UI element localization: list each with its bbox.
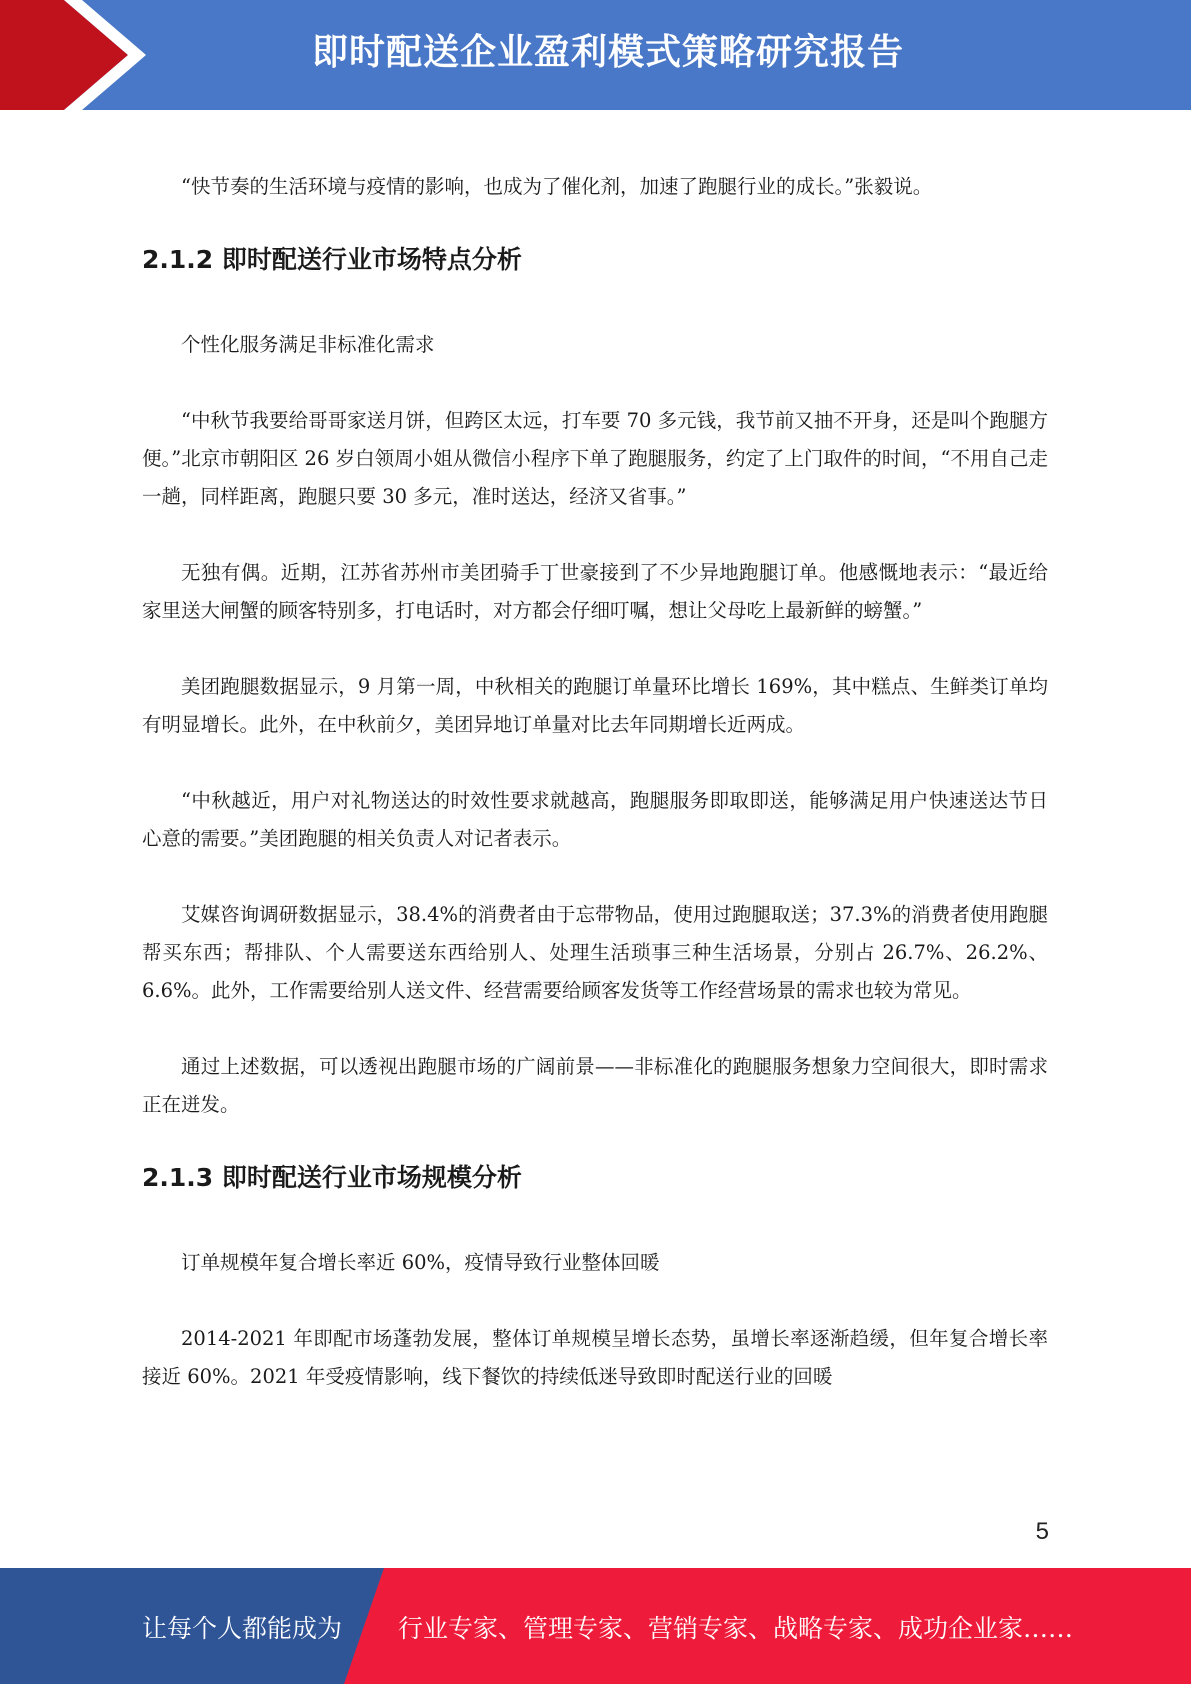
document-title: 即时配送企业盈利模式策略研究报告 (311, 32, 904, 73)
section-heading-2-1-2: 2.1.2 即时配送行业市场特点分析 (142, 245, 522, 274)
paragraph: “快节奏的生活环境与疫情的影响，也成为了催化剂，加速了跑腿行业的成长。”张毅说。 (181, 175, 933, 198)
page-number: 5 (1035, 1518, 1049, 1545)
paragraph: 订单规模年复合增长率近 60%，疫情导致行业整体回暖 (181, 1251, 660, 1274)
section-heading-2-1-3: 2.1.3 即时配送行业市场规模分析 (142, 1163, 522, 1192)
paragraph: 通过上述数据，可以透视出跑腿市场的广阔前景——非标准化的跑腿服务想象力空间很大，即时需求正在迸发。 (142, 1055, 1048, 1116)
paragraph: “中秋越近，用户对礼物送达的时效性要求就越高，跑腿服务即取即送，能够满足用户快速送达节日心意的需要。”美团跑腿的相关负责人对记者表示。 (142, 789, 1048, 850)
footer-slogan-right: 行业专家、管理专家、营销专家、战略专家、成功企业家…… (398, 1614, 1074, 1643)
paragraph: 个性化服务满足非标准化需求 (181, 333, 435, 356)
paragraph: 艾媒咨询调研数据显示，38.4%的消费者由于忘带物品，使用过跑腿取送；37.3%的消费者使用跑腿帮买东西；帮排队、个人需要送东西给别人、处理生活琐事三种生活场景，分别占 26.7%、26.2%、6.6%。此外，工作需要给别人送文件、经营需要给顾客发货等工作经营场景的需求也较为常见。 (142, 903, 1048, 1002)
paragraph: 美团跑腿数据显示，9 月第一周，中秋相关的跑腿订单量环比增长 169%，其中糕点、生鲜类订单均有明显增长。此外，在中秋前夕，美团异地订单量对比去年同期增长近两成。 (142, 675, 1048, 736)
footer-bar (0, 1568, 1191, 1684)
paragraph: 2014-2021 年即配市场蓬勃发展，整体订单规模呈增长态势，虽增长率逐渐趋缓，但年复合增长率接近 60%。2021 年受疫情影响，线下餐饮的持续低迷导致即时配送行业的回暖 (142, 1327, 1048, 1388)
header-bar (0, 0, 1191, 110)
page-content (142, 168, 1048, 1396)
paragraph: 无独有偶。近期，江苏省苏州市美团骑手丁世豪接到了不少异地跑腿订单。他感慨地表示：“最近给家里送大闸蟹的顾客特别多，打电话时，对方都会仔细叮嘱，想让父母吃上最新鲜的螃蟹。” (142, 561, 1048, 622)
footer-slogan-left: 让每个人都能成为 (142, 1614, 343, 1643)
paragraph: “中秋节我要给哥哥家送月饼，但跨区太远，打车要 70 多元钱，我节前又抽不开身，还是叫个跑腿方便。”北京市朝阳区 26 岁白领周小姐从微信小程序下单了跑腿服务，约定了上门取件的时间，“不用自己走一趟，同样距离，跑腿只要 30 多元，准时送达，经济又省事。” (142, 409, 1048, 508)
